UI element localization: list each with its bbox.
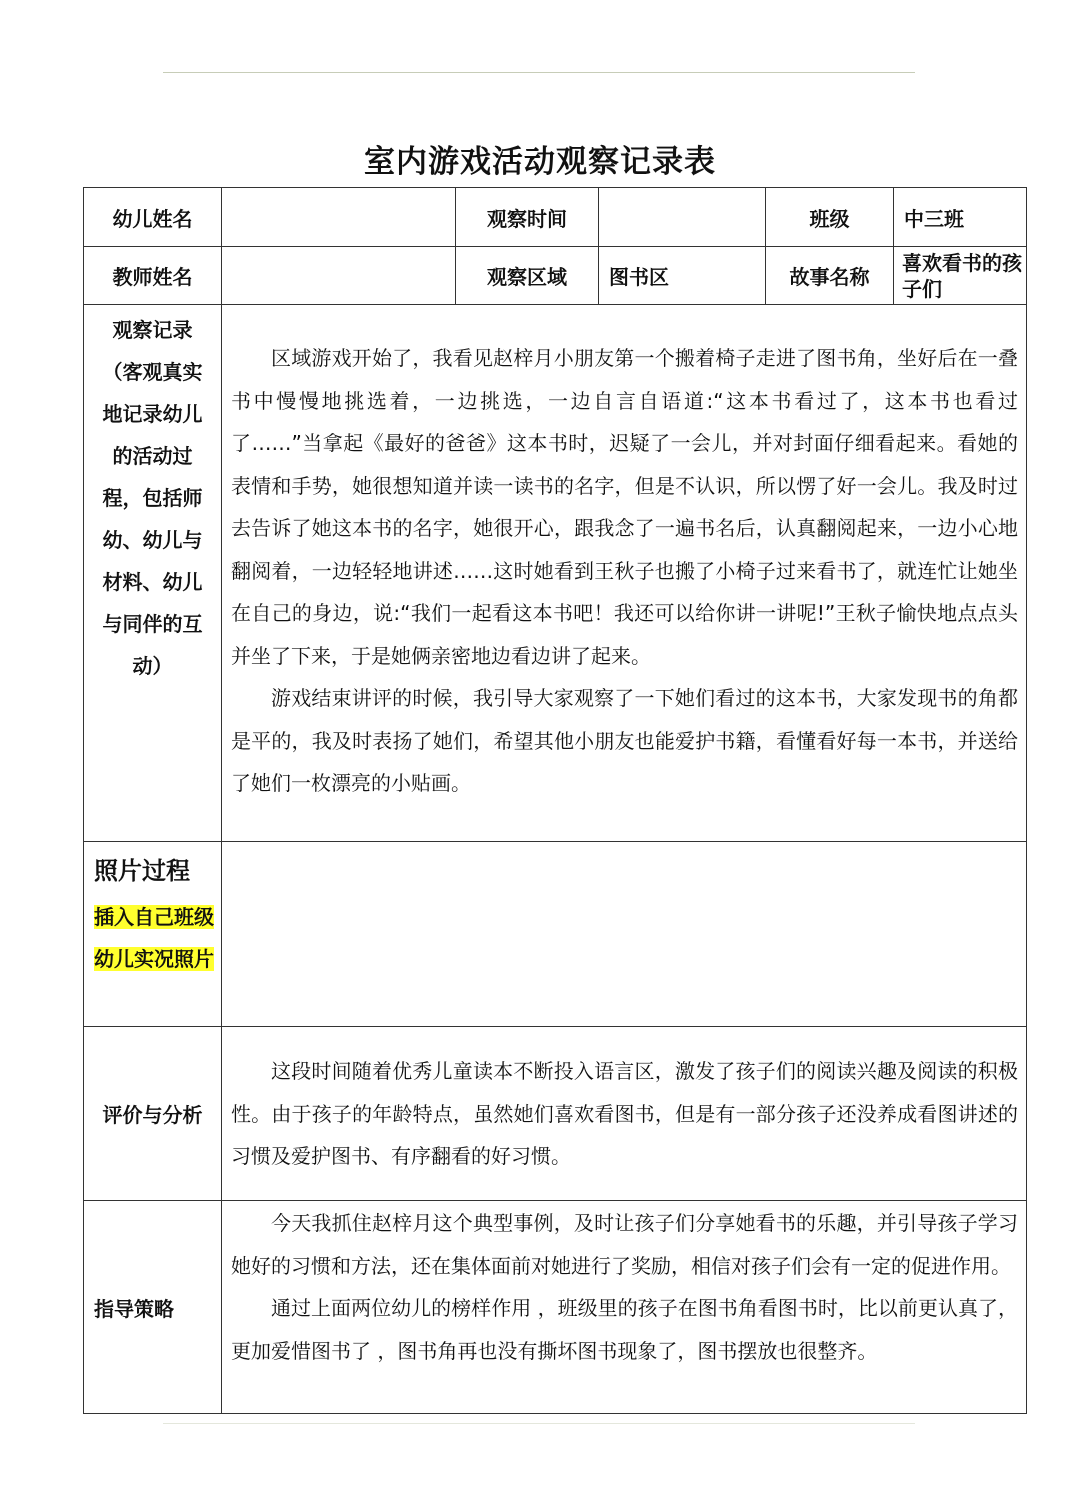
page-title: 室内游戏活动观察记录表 [364,144,716,180]
strategy-label: 指导策略 [84,1201,222,1414]
strategy-content [222,1201,1027,1414]
story-name-label: 故事名称 [766,247,894,305]
photo-row [84,842,1027,1027]
info-row-2 [84,247,1027,305]
evaluation-label: 评价与分析 [84,1027,222,1201]
story-name-value: 喜欢看书的孩子们 [894,247,1027,305]
observation-area-label: 观察区域 [456,247,599,305]
child-name-label: 幼儿姓名 [84,188,222,247]
photo-area[interactable] [222,842,1027,1027]
bottom-divider [163,1423,915,1424]
observation-area-value: 图书区 [599,247,766,305]
photo-label-cell [84,842,222,1027]
photo-process-label: 照片过程 [94,857,190,885]
photo-insert-note: 插入自己班级幼儿实况照片 [94,905,214,971]
child-name-field[interactable] [222,188,456,247]
class-label: 班级 [766,188,894,247]
teacher-name-label: 教师姓名 [84,247,222,305]
class-value: 中三班 [894,188,1027,247]
evaluation-row [84,1027,1027,1201]
top-divider [163,72,915,73]
evaluation-content [222,1027,1027,1201]
observation-time-label: 观察时间 [456,188,599,247]
observation-row [84,305,1027,842]
strategy-paragraph: 通过上面两位幼儿的榜样作用 ，班级里的孩子在图书角看图书时，比以前更认真了，更加爱惜图书了 ，图书角再也没有撕坏图书现象了，图书摆放也很整齐。 [231,1296,1018,1363]
teacher-name-field[interactable] [222,247,456,305]
observation-time-field[interactable] [599,188,766,247]
strategy-row [84,1201,1027,1414]
observation-record-content [222,305,1027,842]
evaluation-paragraph: 这段时间随着优秀儿童读本不断投入语言区，激发了孩子们的阅读兴趣及阅读的积极性。由于孩子的年龄特点，虽然她们喜欢看图书，但是有一部分孩子还没养成看图讲述的习惯及爱护图书、有序翻看的好习惯。 [231,1059,1018,1168]
strategy-paragraph: 今天我抓住赵梓月这个典型事例，及时让孩子们分享她看书的乐趣，并引导孩子学习她好的习惯和方法，还在集体面前对她进行了奖励，相信对孩子们会有一定的促进作用。 [231,1211,1018,1278]
observation-record-table [83,187,1027,1414]
observation-record-label-text: 观察记录（客观真实地记录幼儿的活动过程，包括师幼、幼儿与材料、幼儿与同伴的互动） [102,318,203,678]
observation-paragraph: 区域游戏开始了，我看见赵梓月小朋友第一个搬着椅子走进了图书角，坐好后在一叠书中慢慢地挑选着，一边挑选，一边自言自语道:“这本书看过了，这本书也看过了……”当拿起《最好的爸爸》这本书时，迟疑了一会儿，并对封面仔细看起来。看她的表情和手势，她很想知道并读一读书的名字，但是不认识，所以愣了好一会儿。我及时过去告诉了她这本书的名字，她很开心，跟我念了一遍书名后，认真翻阅起来，一边小心地翻阅着，一边轻轻地讲述……这时她看到王秋子也搬了小椅子过来看书了，就连忙让她坐在自己的身边，说:“我们一起看这本书吧！我还可以给你讲一讲呢!”王秋子愉快地点点头并坐了下来，于是她俩亲密地边看边讲了起来。 [231,346,1018,668]
observation-paragraph: 游戏结束讲评的时候，我引导大家观察了一下她们看过的这本书，大家发现书的角都是平的，我及时表扬了她们，希望其他小朋友也能爱护书籍，看懂看好每一本书，并送给了她们一枚漂亮的小贴画。 [231,686,1018,795]
info-row-1 [84,188,1027,247]
observation-record-label [84,305,222,842]
